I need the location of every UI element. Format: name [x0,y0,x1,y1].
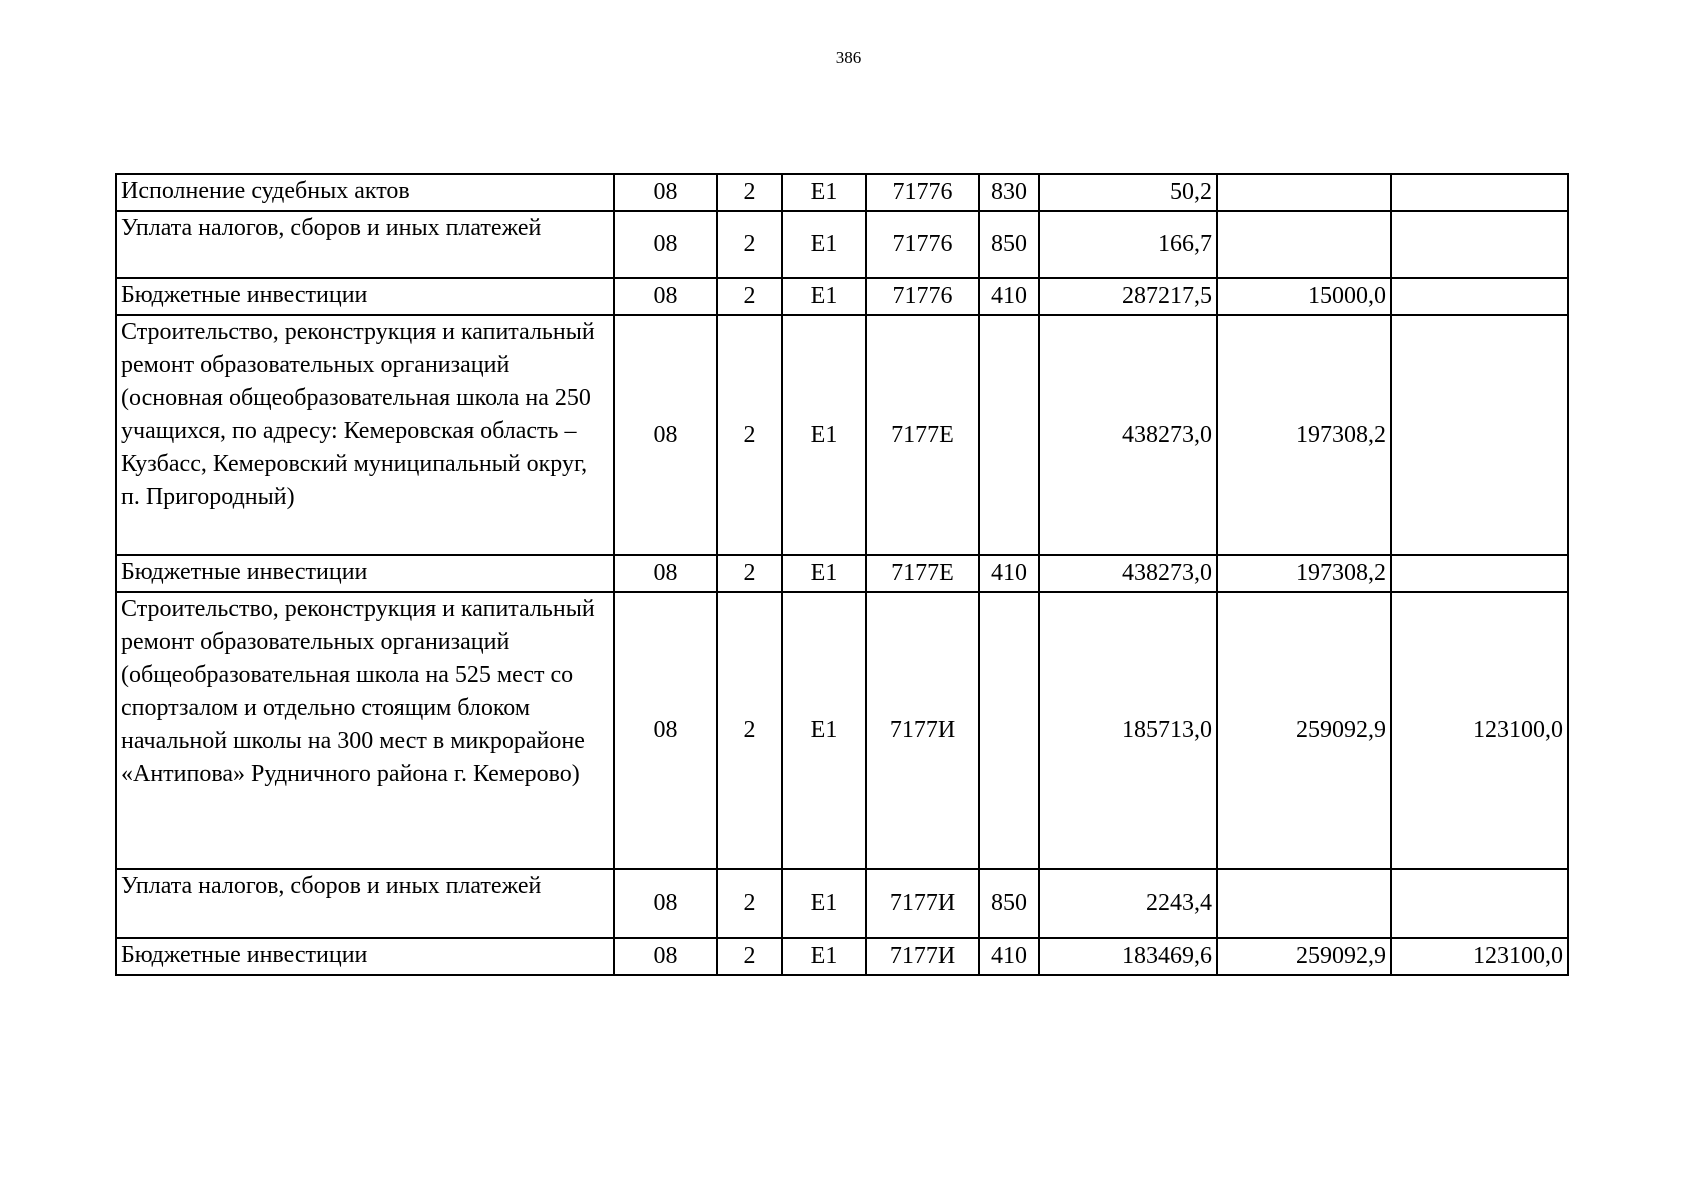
cell-sum-2 [1217,174,1391,211]
cell-program: 2 [717,315,782,555]
table-body [116,174,1568,975]
cell-sum-3 [1391,315,1568,555]
cell-subprogram: Е1 [782,592,866,869]
cell-sum-3 [1391,278,1568,315]
cell-program: 2 [717,278,782,315]
cell-sum-2 [1217,869,1391,938]
cell-name: Уплата налогов, сборов и иных платежей [116,869,614,938]
cell-subprogram: Е1 [782,938,866,975]
cell-section: 08 [614,315,717,555]
cell-program: 2 [717,174,782,211]
cell-name: Бюджетные инвестиции [116,278,614,315]
page-number: 386 [835,48,862,67]
cell-subprogram: Е1 [782,869,866,938]
cell-sum-3 [1391,555,1568,592]
cell-program: 2 [717,869,782,938]
table-row [116,278,1568,315]
table-row [116,174,1568,211]
cell-program: 2 [717,938,782,975]
cell-program: 2 [717,555,782,592]
cell-name: Уплата налогов, сборов и иных платежей [116,211,614,278]
table-row [116,869,1568,938]
table-row [116,211,1568,278]
cell-direction: 71776 [866,278,979,315]
cell-section: 08 [614,174,717,211]
cell-sum-2: 259092,9 [1217,938,1391,975]
cell-sum-3: 123100,0 [1391,592,1568,869]
cell-sum-1: 50,2 [1039,174,1217,211]
cell-sum-2: 15000,0 [1217,278,1391,315]
cell-sum-1: 185713,0 [1039,592,1217,869]
table-row [116,938,1568,975]
cell-expense-type: 410 [979,555,1039,592]
cell-section: 08 [614,278,717,315]
cell-sum-2 [1217,211,1391,278]
cell-direction: 7177И [866,869,979,938]
cell-direction: 7177Е [866,315,979,555]
cell-sum-3 [1391,211,1568,278]
cell-name: Строительство, реконструкция и капитальный ремонт образовательных организаций (общеобразовательная школа на 525 мест со спортзалом и отдельно стоящим блоком начальной школы на 300 мест в микрорайоне «Антипова» Рудничного района г. Кемерово) [116,592,614,869]
cell-section: 08 [614,211,717,278]
cell-subprogram: Е1 [782,174,866,211]
cell-name: Исполнение судебных актов [116,174,614,211]
cell-sum-3 [1391,869,1568,938]
cell-direction: 71776 [866,211,979,278]
table-row [116,555,1568,592]
cell-sum-1: 438273,0 [1039,555,1217,592]
cell-direction: 7177Е [866,555,979,592]
cell-sum-2: 197308,2 [1217,555,1391,592]
cell-expense-type [979,592,1039,869]
cell-sum-3: 123100,0 [1391,938,1568,975]
cell-direction: 7177И [866,592,979,869]
cell-section: 08 [614,869,717,938]
cell-expense-type: 850 [979,869,1039,938]
cell-sum-1: 438273,0 [1039,315,1217,555]
table-row [116,315,1568,555]
cell-section: 08 [614,592,717,869]
cell-sum-2: 259092,9 [1217,592,1391,869]
cell-direction: 7177И [866,938,979,975]
cell-program: 2 [717,211,782,278]
cell-expense-type [979,315,1039,555]
cell-section: 08 [614,938,717,975]
cell-sum-2: 197308,2 [1217,315,1391,555]
cell-expense-type: 410 [979,278,1039,315]
cell-program: 2 [717,592,782,869]
cell-subprogram: Е1 [782,555,866,592]
cell-sum-1: 287217,5 [1039,278,1217,315]
cell-name: Бюджетные инвестиции [116,555,614,592]
cell-sum-3 [1391,174,1568,211]
cell-direction: 71776 [866,174,979,211]
cell-expense-type: 830 [979,174,1039,211]
cell-section: 08 [614,555,717,592]
table-row [116,592,1568,869]
cell-subprogram: Е1 [782,211,866,278]
cell-sum-1: 183469,6 [1039,938,1217,975]
cell-sum-1: 166,7 [1039,211,1217,278]
cell-subprogram: Е1 [782,278,866,315]
cell-name: Строительство, реконструкция и капитальный ремонт образовательных организаций (основная общеобразовательная школа на 250 учащихся, по адресу: Кемеровская область – Кузбасс, Кемеровский муниципальный округ, п. Пригородный) [116,315,614,555]
cell-sum-1: 2243,4 [1039,869,1217,938]
cell-expense-type: 850 [979,211,1039,278]
cell-name: Бюджетные инвестиции [116,938,614,975]
cell-subprogram: Е1 [782,315,866,555]
cell-expense-type: 410 [979,938,1039,975]
budget-table [115,173,1569,976]
